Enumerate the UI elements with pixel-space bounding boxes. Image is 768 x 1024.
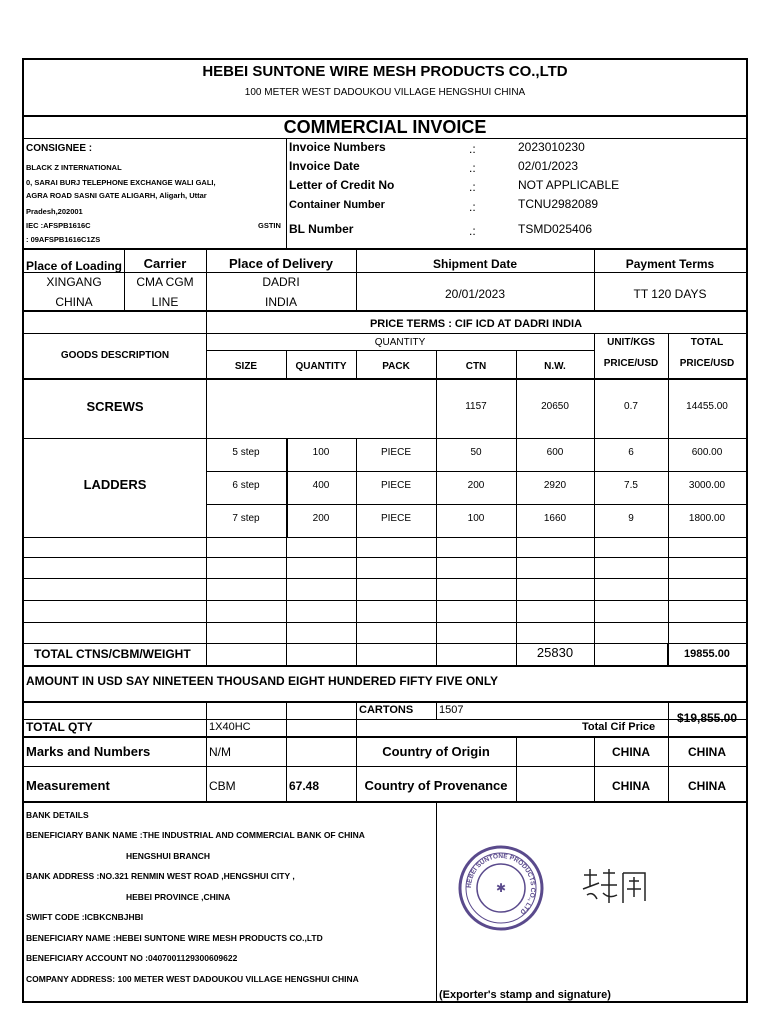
exporter-signature-label: (Exporter's stamp and signature): [439, 989, 611, 1001]
country-origin-value-1: CHINA: [612, 745, 650, 759]
bank-details-title: BANK DETAILS: [26, 810, 89, 820]
size-header: SIZE: [234, 361, 258, 372]
ladder-7-nw: 1660: [543, 513, 567, 524]
letter-of-credit-value: NOT APPLICABLE: [518, 178, 620, 192]
carrier-header: Carrier: [143, 256, 187, 271]
payment-terms-value: TT 120 DAYS: [633, 287, 707, 301]
totals-label: TOTAL CTNS/CBM/WEIGHT: [34, 647, 191, 661]
consignee-gstin-label: GSTIN: [258, 221, 281, 230]
delivery-value-2: INDIA: [264, 295, 297, 309]
price-terms: PRICE TERMS : CIF ICD AT DADRI INDIA: [369, 318, 583, 330]
goods-description-header: GOODS DESCRIPTION: [60, 350, 170, 361]
cartons-value: 1507: [439, 704, 464, 716]
ladder-7-size: 7 step: [232, 513, 260, 524]
country-origin-label: Country of Origin: [382, 744, 490, 759]
delivery-value-1: DADRI: [262, 275, 300, 289]
marks-value: N/M: [209, 745, 231, 759]
ladder-7-qty: 200: [312, 513, 330, 524]
page-title: COMMERCIAL INVOICE: [283, 117, 487, 137]
country-origin-value-2: CHINA: [688, 745, 726, 759]
quantity-group-header: QUANTITY: [374, 337, 426, 348]
invoice-date-sep: .:: [469, 161, 476, 175]
ladder-5-ctn: 50: [470, 447, 482, 458]
company-address: 100 METER WEST DADOUKOU VILLAGE HENGSHUI CHINA: [244, 87, 526, 98]
ladder-6-total-price: 3000.00: [688, 480, 726, 491]
ladder-6-qty: 400: [312, 480, 330, 491]
ladder-6-nw: 2920: [543, 480, 567, 491]
screws-unit-price: 0.7: [624, 401, 638, 412]
ladder-5-qty: 100: [312, 447, 330, 458]
total-amount: 19855.00: [684, 648, 730, 660]
beneficiary-name: BENEFICIARY NAME :HEBEI SUNTONE WIRE MESH PRODUCTS CO.,LTD: [26, 933, 323, 943]
consignee-address-1: 0, SARAI BURJ TELEPHONE EXCHANGE WALI GALI,: [26, 178, 216, 187]
invoice-numbers-sep: .:: [469, 142, 476, 156]
amount-in-words: AMOUNT IN USD SAY NINETEEN THOUSAND EIGHT HUNDERED FIFTY FIVE ONLY: [26, 674, 499, 688]
shipment-date-header: Shipment Date: [432, 257, 517, 271]
invoice-numbers-label: Invoice Numbers: [289, 140, 386, 154]
invoice-date-value: 02/01/2023: [518, 159, 579, 173]
bl-number-sep: .:: [469, 224, 476, 238]
container-number-sep: .:: [469, 200, 476, 214]
qty-header: QUANTITY: [295, 361, 347, 372]
invoice-document: [22, 58, 748, 1003]
stamp-text: HEBEI SUNTONE PRODUCTS CO., LTD: [465, 852, 537, 916]
bank-branch: HENGSHUI BRANCH: [126, 851, 211, 861]
payment-terms-header: Payment Terms: [625, 257, 715, 271]
pack-header: PACK: [382, 361, 410, 372]
ladder-5-size: 5 step: [232, 447, 260, 458]
swift-code: SWIFT CODE :ICBKCNBJHBI: [26, 912, 144, 922]
total-qty-value: 1X40HC: [209, 721, 251, 733]
company-name: HEBEI SUNTONE WIRE MESH PRODUCTS CO.,LTD: [202, 63, 568, 80]
consignee-label: CONSIGNEE :: [26, 143, 93, 154]
ladder-6-size: 6 step: [232, 480, 260, 491]
marks-label: Marks and Numbers: [26, 744, 151, 759]
letter-of-credit-label: Letter of Credit No: [289, 178, 395, 192]
ladder-6-pack: PIECE: [380, 480, 411, 491]
consignee-name: BLACK Z INTERNATIONAL: [26, 163, 122, 172]
ladder-7-pack: PIECE: [380, 513, 411, 524]
signature: [579, 865, 654, 915]
loading-value-2: CHINA: [55, 295, 93, 309]
loading-header: Place of Loading: [25, 259, 122, 273]
total-cif-label: Total Cif Price: [582, 721, 656, 733]
country-provenance-value-1: CHINA: [612, 779, 650, 793]
screws-total-price: 14455.00: [686, 401, 728, 412]
measurement-unit: CBM: [209, 779, 236, 793]
ladder-6-ctn: 200: [467, 480, 485, 491]
company-stamp-icon: [456, 843, 546, 938]
beneficiary-account: BENEFICIARY ACCOUNT NO :0407001129300609622: [26, 953, 238, 963]
ladder-7-total-price: 1800.00: [688, 513, 726, 524]
ladder-5-unit-price: 6: [628, 447, 634, 458]
total-price-header-1: TOTAL: [690, 337, 724, 348]
carrier-value-2: LINE: [151, 295, 179, 309]
invoice-date-label: Invoice Date: [289, 159, 360, 173]
country-provenance-label: Country of Provenance: [364, 778, 508, 793]
nw-header: N.W.: [544, 361, 566, 372]
ladder-7-ctn: 100: [467, 513, 485, 524]
unit-price-header-2: PRICE/USD: [603, 358, 659, 369]
carrier-value-1: CMA CGM: [136, 275, 194, 289]
measurement-value: 67.48: [289, 779, 320, 793]
svg-text:✱: ✱: [495, 881, 507, 895]
consignee-address-2: AGRA ROAD SASNI GATE ALIGARH, Aligarh, Uttar: [26, 191, 207, 200]
invoice-numbers-value: 2023010230: [518, 140, 585, 154]
total-weight: 25830: [536, 645, 574, 660]
bl-number-label: BL Number: [289, 222, 354, 236]
ladder-5-pack: PIECE: [380, 447, 411, 458]
bl-number-value: TSMD025406: [518, 222, 593, 236]
screws-nw: 20650: [541, 401, 569, 412]
company-address-bank: COMPANY ADDRESS: 100 METER WEST DADOUKOU VILLAGE HENGSHUI CHINA: [26, 974, 359, 984]
total-qty-label: TOTAL QTY: [26, 720, 93, 734]
screws-description: SCREWS: [86, 399, 144, 414]
loading-value-1: XINGANG: [46, 275, 102, 289]
total-cif-value: $19,855.00: [676, 711, 738, 725]
consignee-address-3: Pradesh,202001: [26, 207, 83, 216]
bank-province: HEBEI PROVINCE ,CHINA: [126, 892, 231, 902]
ladder-5-nw: 600: [546, 447, 564, 458]
consignee-gstin: : 09AFSPB1616C1ZS: [26, 235, 101, 244]
cartons-label: CARTONS: [359, 704, 414, 716]
container-number-label: Container Number: [289, 199, 385, 211]
bank-address: BANK ADDRESS :NO.321 RENMIN WEST ROAD ,HENGSHUI CITY ,: [26, 871, 295, 881]
ctn-header: CTN: [465, 361, 487, 372]
bank-name: BENEFICIARY BANK NAME :THE INDUSTRIAL AND COMMERCIAL BANK OF CHINA: [26, 830, 365, 840]
measurement-label: Measurement: [26, 778, 110, 793]
country-provenance-value-2: CHINA: [688, 779, 726, 793]
shipment-date-value: 20/01/2023: [444, 287, 506, 301]
total-price-header-2: PRICE/USD: [679, 358, 735, 369]
letter-of-credit-sep: .:: [469, 180, 476, 194]
unit-price-header-1: UNIT/KGS: [607, 337, 655, 348]
ladders-description: LADDERS: [83, 477, 147, 492]
ladder-6-unit-price: 7.5: [624, 480, 638, 491]
consignee-iec: IEC :AFSPB1616C: [26, 221, 91, 230]
ladder-5-total-price: 600.00: [691, 447, 723, 458]
ladder-7-unit-price: 9: [628, 513, 634, 524]
container-number-value: TCNU2982089: [518, 197, 599, 211]
delivery-header: Place of Delivery: [228, 256, 334, 271]
screws-ctn: 1157: [465, 401, 487, 412]
